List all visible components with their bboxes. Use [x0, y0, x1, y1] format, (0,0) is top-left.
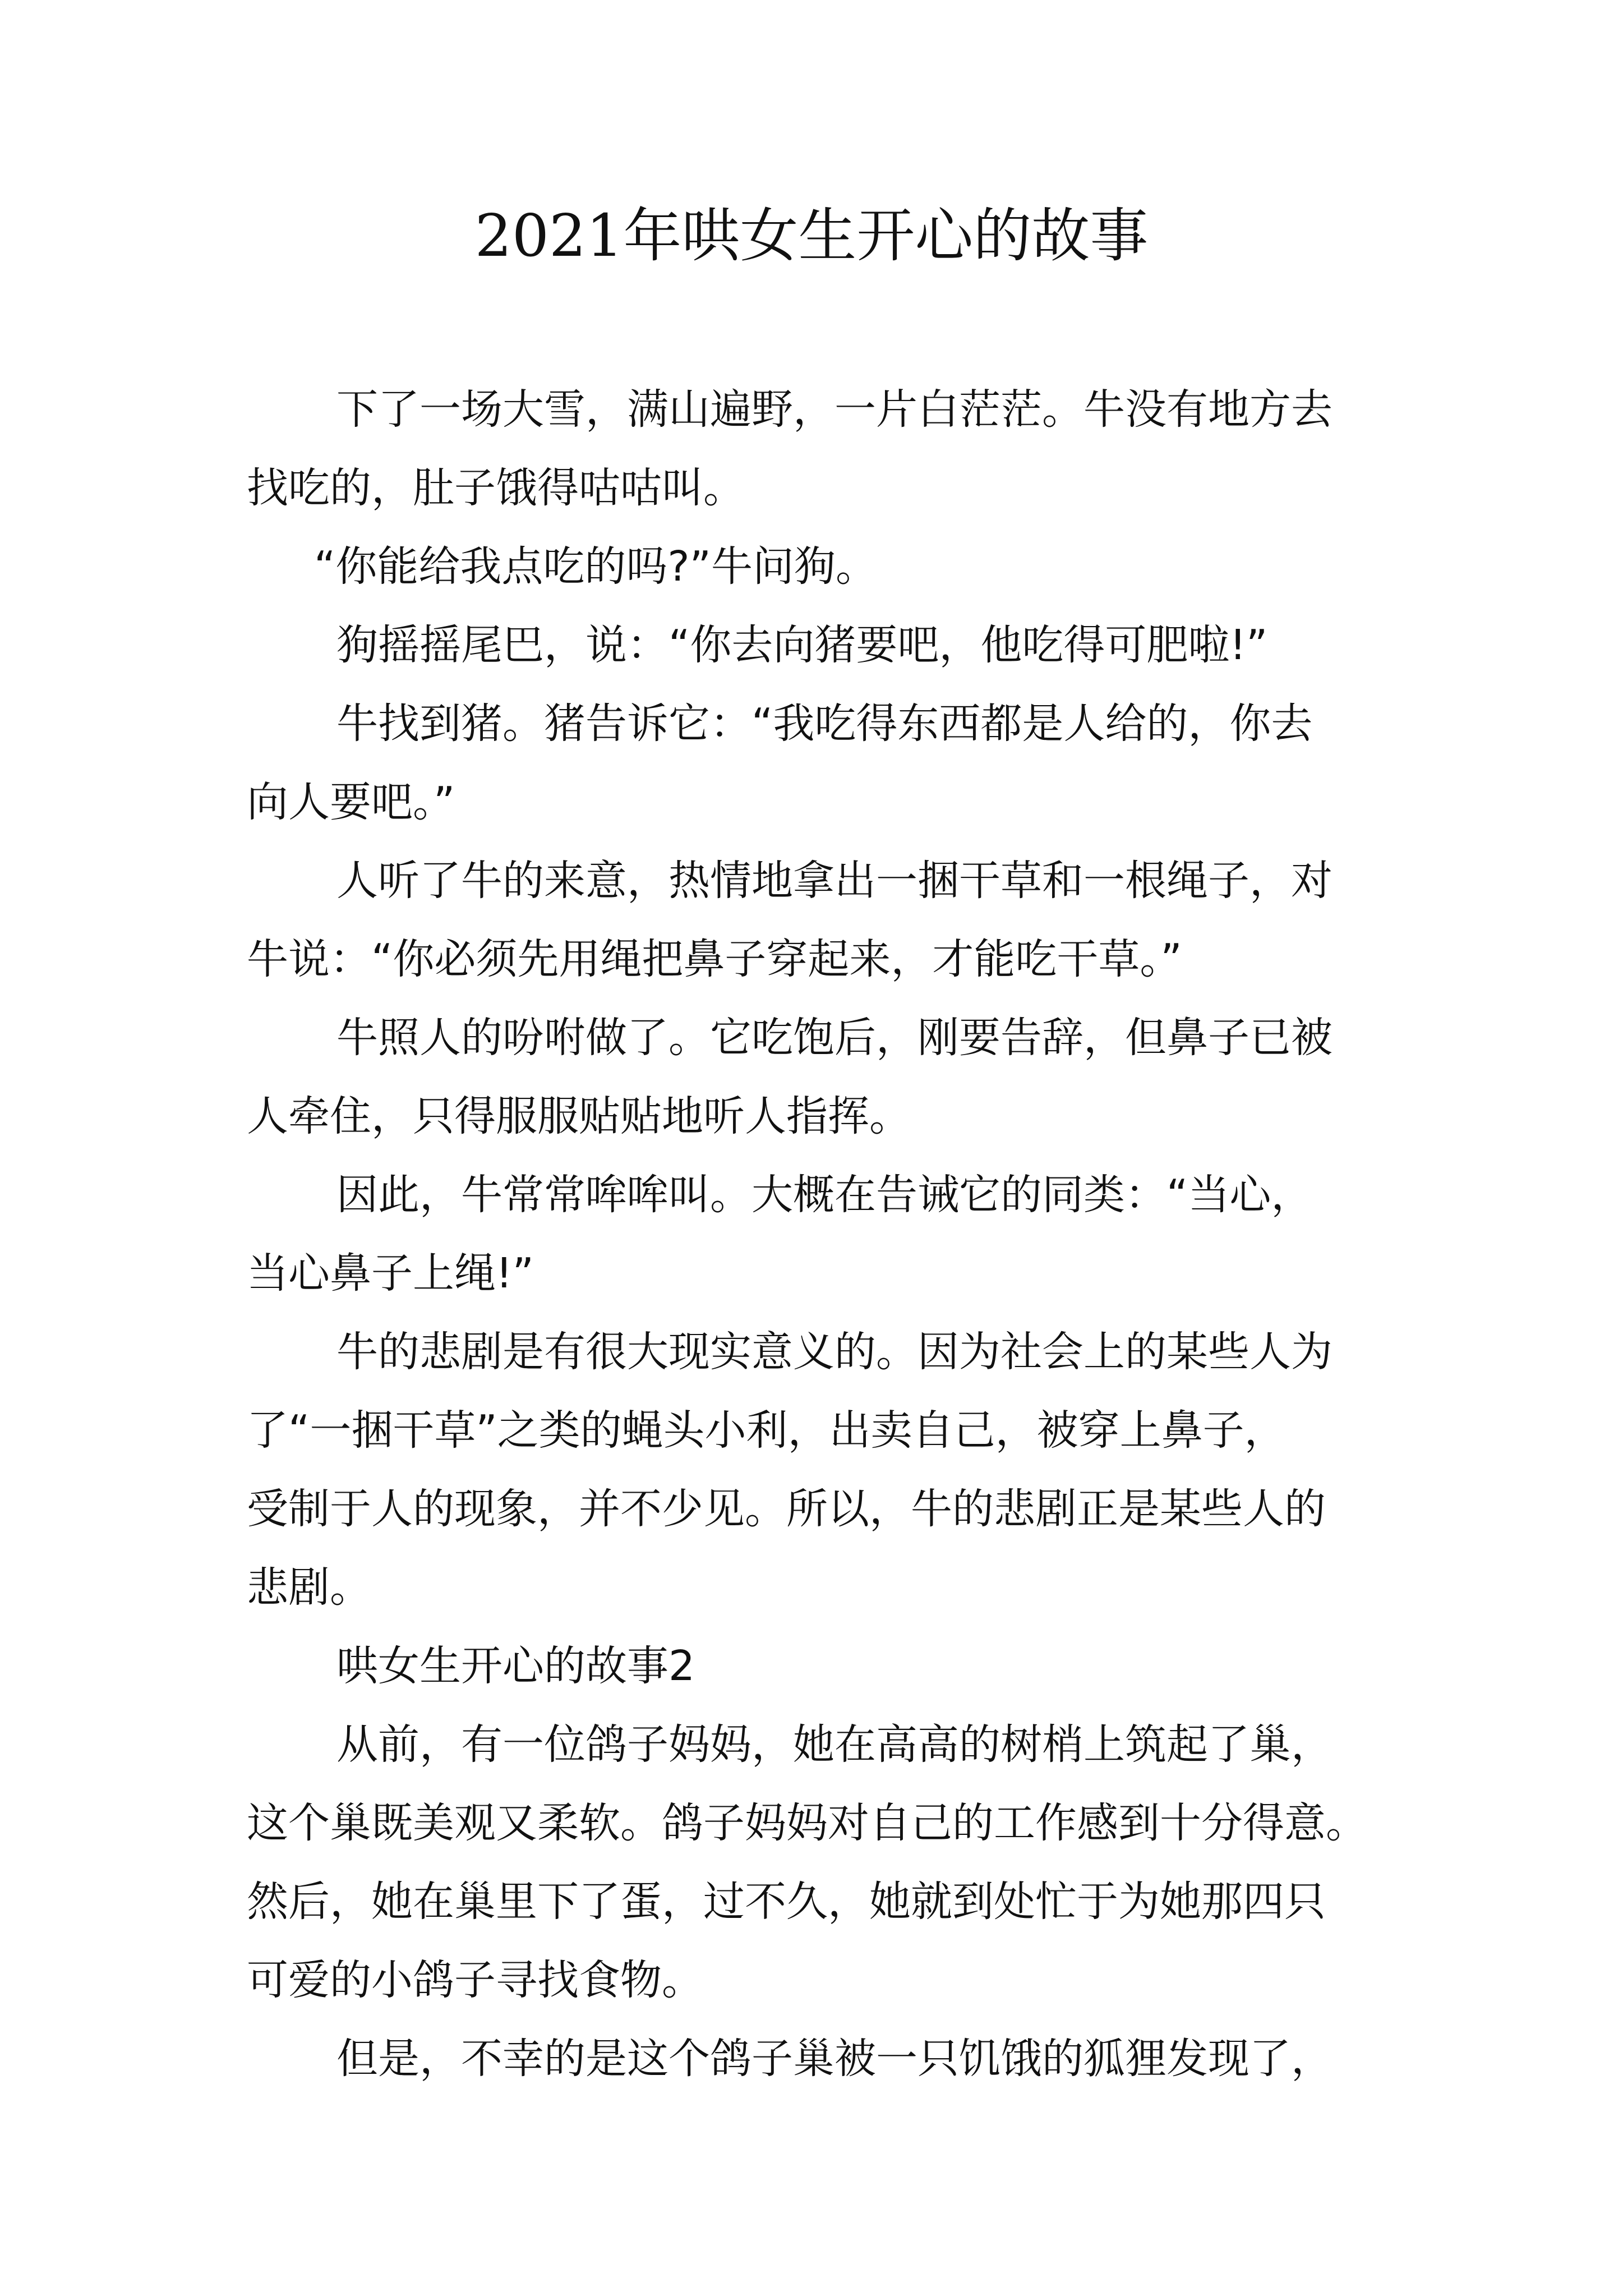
- paragraph-line: 悲剧。: [247, 1563, 371, 1612]
- paragraph-line: 因此，牛常常哞哞叫。大概在告诫它的同类：“当心，: [336, 1171, 1313, 1219]
- paragraph-line: 从前，有一位鸽子妈妈，她在高高的树梢上筑起了巢，: [336, 1720, 1332, 1769]
- paragraph-line: 找吃的，肚子饿得咕咕叫。: [247, 464, 745, 512]
- paragraph-line: “你能给我点吃的吗?”牛问狗。: [314, 542, 877, 591]
- paragraph-line: 了“一捆干草”之类的蝇头小利，出卖自己，被穿上鼻子，: [247, 1406, 1286, 1455]
- paragraph-line: 牛说：“你必须先用绳把鼻子穿起来，才能吃干草。”: [247, 935, 1182, 983]
- paragraph-line: 这个巢既美观又柔软。鸽子妈妈对自己的工作感到十分得意。: [247, 1799, 1367, 1847]
- section-heading: 哄女生开心的故事2: [336, 1642, 695, 1690]
- paragraph-line: 向人要吧。”: [247, 778, 455, 826]
- paragraph-line: 狗摇摇尾巴，说：“你去向猪要吧，他吃得可肥啦!”: [336, 621, 1268, 669]
- paragraph-line: 然后，她在巢里下了蛋，过不久，她就到处忙于为她那四只: [247, 1878, 1326, 1926]
- document-title: 2021年哄女生开心的故事: [474, 201, 1149, 270]
- paragraph-line: 可爱的小鸽子寻找食物。: [247, 1956, 703, 2004]
- paragraph-line: 牛的悲剧是有很大现实意义的。因为社会上的某些人为: [336, 1328, 1332, 1376]
- paragraph-line: 人牵住，只得服服贴贴地听人指挥。: [247, 1092, 911, 1140]
- paragraph-line: 受制于人的现象，并不少见。所以，牛的悲剧正是某些人的: [247, 1485, 1326, 1533]
- paragraph-line: 牛找到猪。猪告诉它：“我吃得东西都是人给的，你去: [336, 700, 1313, 748]
- paragraph-line: 但是，不幸的是这个鸽子巢被一只饥饿的狐狸发现了，: [336, 2035, 1332, 2083]
- paragraph-line: 当心鼻子上绳!”: [247, 1249, 534, 1297]
- paragraph-line: 牛照人的吩咐做了。它吃饱后，刚要告辞，但鼻子已被: [336, 1014, 1332, 1062]
- paragraph-line: 人听了牛的来意，热情地拿出一捆干草和一根绳子，对: [336, 857, 1332, 905]
- paragraph-line: 下了一场大雪，满山遍野，一片白茫茫。牛没有地方去: [336, 385, 1332, 434]
